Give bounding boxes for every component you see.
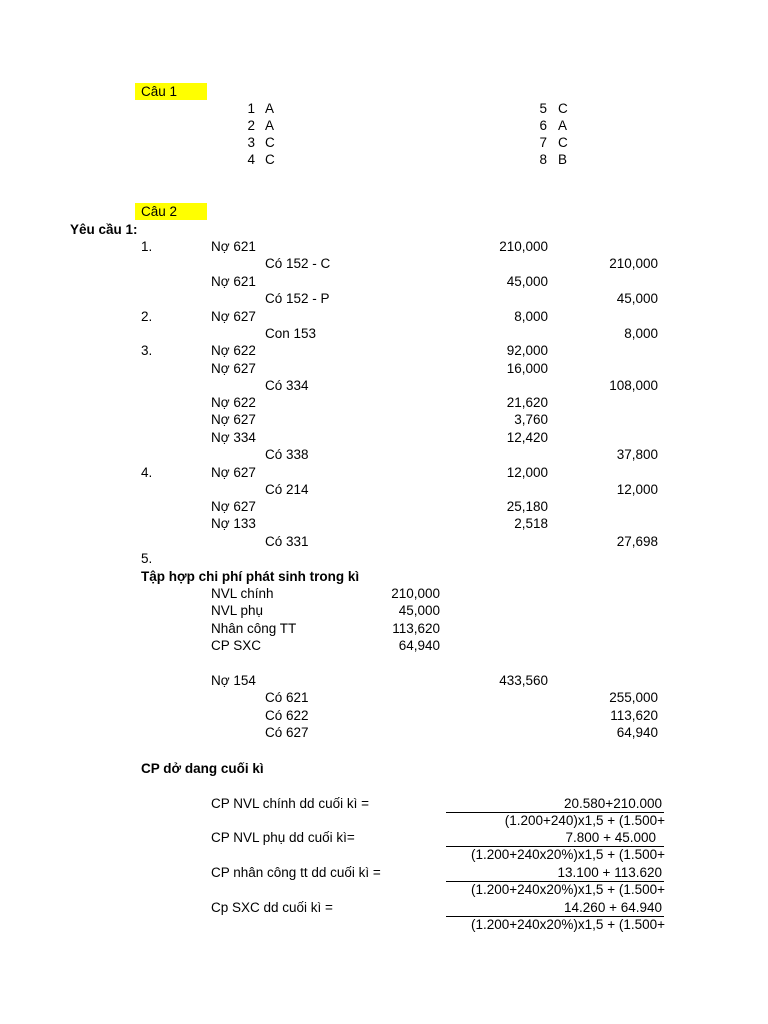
journal-debit: 21,620 — [506, 395, 548, 410]
journal-step: 2. — [141, 309, 153, 324]
wip-denominator: (1.200+240)x1,5 + (1.500+ — [504, 813, 665, 828]
journal-step: 5. — [141, 551, 153, 566]
transfer-credit: 255,000 — [609, 690, 658, 705]
journal-account: Có 334 — [265, 378, 309, 393]
journal-account: Nợ 622 — [211, 343, 256, 358]
journal-account: Nợ 133 — [211, 516, 256, 531]
journal-debit: 12,000 — [506, 465, 548, 480]
journal-account: Nợ 621 — [211, 274, 256, 289]
cau1-heading: Câu 1 — [135, 83, 207, 100]
cau1-q8-number: 8 — [539, 152, 547, 167]
cost-value: 113,620 — [392, 621, 440, 636]
cau1-q6-answer: A — [558, 118, 568, 133]
journal-account: Nợ 621 — [211, 239, 256, 254]
cost-label: Nhân công TT — [211, 621, 297, 636]
journal-debit: 25,180 — [506, 499, 548, 514]
transfer-account: Nợ 154 — [211, 673, 256, 688]
cau1-q2-number: 2 — [247, 118, 255, 133]
cau1-q5-answer: C — [558, 101, 568, 116]
journal-account: Có 214 — [265, 482, 309, 497]
transfer-account: Có 621 — [265, 690, 309, 705]
journal-debit: 45,000 — [506, 274, 548, 289]
cau1-q3-number: 3 — [247, 135, 255, 150]
cau1-q8-answer: B — [558, 152, 568, 167]
transfer-account: Có 622 — [265, 708, 309, 723]
journal-credit: 27,698 — [616, 534, 658, 549]
journal-debit: 3,760 — [514, 412, 548, 427]
journal-step: 3. — [141, 343, 153, 358]
journal-account: Nợ 627 — [211, 465, 256, 480]
journal-credit: 108,000 — [609, 378, 658, 393]
journal-account: Nợ 627 — [211, 309, 256, 324]
cau1-q7-number: 7 — [539, 135, 547, 150]
journal-credit: 37,800 — [616, 447, 658, 462]
cau1-q5-number: 5 — [539, 101, 547, 116]
cost-label: CP SXC — [211, 638, 262, 653]
journal-account: Nợ 622 — [211, 395, 256, 410]
wip-label: CP nhân công tt dd cuối kì = — [211, 865, 381, 880]
transfer-credit: 64,940 — [616, 725, 658, 740]
journal-debit: 2,518 — [514, 516, 548, 531]
wip-denominator: (1.200+240x20%)x1,5 + (1.500+ — [470, 882, 665, 897]
cau1-q7-answer: C — [558, 135, 568, 150]
cost-value: 45,000 — [398, 603, 440, 618]
journal-credit: 210,000 — [609, 256, 658, 271]
wip-label: CP NVL chính dd cuối kì = — [211, 796, 369, 811]
wip-label: Cp SXC dd cuối kì = — [211, 900, 333, 915]
do-dang-heading: CP dở dang cuối kì — [141, 761, 264, 776]
cau1-q6-number: 6 — [539, 118, 547, 133]
journal-account: Nợ 627 — [211, 499, 256, 514]
journal-debit: 12,420 — [506, 430, 548, 445]
cost-label: NVL chính — [211, 586, 274, 601]
journal-account: Nợ 627 — [211, 412, 256, 427]
journal-credit: 8,000 — [624, 326, 658, 341]
wip-numerator: 20.580+210.000 — [564, 796, 662, 811]
journal-account: Có 338 — [265, 447, 309, 462]
cau1-q1-answer: A — [265, 101, 275, 116]
journal-account: Có 152 - P — [265, 291, 330, 306]
yeu-cau-1-heading: Yêu cầu 1: — [70, 222, 138, 237]
journal-account: Có 152 - C — [265, 256, 331, 271]
journal-account: Con 153 — [265, 326, 317, 341]
cau1-q4-number: 4 — [247, 152, 255, 167]
cau1-q2-answer: A — [265, 118, 275, 133]
wip-numerator: 7.800 + 45.000 — [565, 830, 656, 845]
journal-debit: 210,000 — [499, 239, 548, 254]
wip-label: CP NVL phụ dd cuối kì= — [211, 830, 355, 845]
journal-account: Nợ 627 — [211, 361, 256, 376]
journal-credit: 12,000 — [616, 482, 658, 497]
wip-denominator: (1.200+240x20%)x1,5 + (1.500+ — [470, 847, 665, 862]
journal-step: 1. — [141, 239, 153, 254]
journal-step: 4. — [141, 465, 153, 480]
wip-numerator: 13.100 + 113.620 — [557, 865, 662, 880]
journal-debit: 92,000 — [506, 343, 548, 358]
journal-account: Có 331 — [265, 534, 309, 549]
cost-label: NVL phụ — [211, 603, 264, 618]
tap-hop-heading: Tập hợp chi phí phát sinh trong kì — [141, 569, 360, 584]
transfer-debit: 433,560 — [499, 673, 548, 688]
transfer-credit: 113,620 — [610, 708, 658, 723]
journal-credit: 45,000 — [616, 291, 658, 306]
cost-value: 210,000 — [391, 586, 440, 601]
cost-value: 64,940 — [398, 638, 440, 653]
cau1-q4-answer: C — [265, 152, 275, 167]
journal-debit: 8,000 — [514, 309, 548, 324]
journal-account: Nợ 334 — [211, 430, 256, 445]
journal-debit: 16,000 — [506, 361, 548, 376]
cau1-q1-number: 1 — [247, 101, 255, 116]
transfer-account: Có 627 — [265, 725, 309, 740]
cau2-heading: Câu 2 — [135, 203, 207, 220]
wip-denominator: (1.200+240x20%)x1,5 + (1.500+ — [470, 917, 665, 932]
wip-numerator: 14.260 + 64.940 — [564, 900, 662, 915]
cau1-q3-answer: C — [265, 135, 275, 150]
